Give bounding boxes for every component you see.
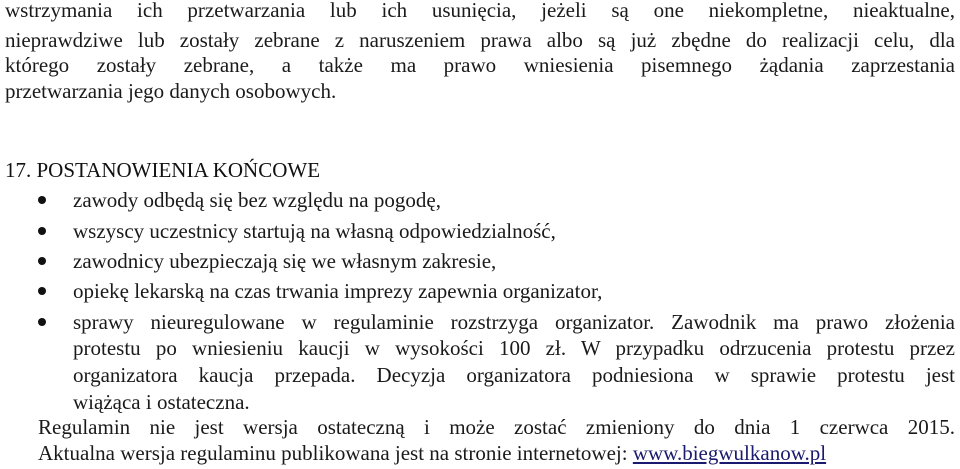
list-item-line: organizatora kaucja przepada. Decyzja organizatora podniesiona w sprawie protestu jest xyxy=(73,363,955,387)
list-item: zawody odbędą się bez względu na pogodę, xyxy=(73,188,441,212)
bullet-icon xyxy=(38,318,46,326)
bullet-icon xyxy=(38,196,46,204)
bullet-icon xyxy=(38,287,46,295)
bullet-icon xyxy=(38,227,46,235)
footer-note: Regulamin nie jest wersja ostateczną i może zostać zmieniony do dnia 1 czerwca 2015. xyxy=(38,415,955,439)
list-item-line: wiążąca i ostateczna. xyxy=(73,390,250,414)
section-heading: 17. POSTANOWIENIA KOŃCOWE xyxy=(5,158,321,182)
list-item: zawodnicy ubezpieczają się we własnym zakresie, xyxy=(73,249,497,273)
website-link[interactable]: www.biegwulkanow.pl xyxy=(632,441,827,465)
intro-paragraph-line: nieprawdziwe lub zostały zebrane z naruszeniem prawa albo są już zbędne do realizacji celu, dla xyxy=(5,28,955,52)
footer-website-line xyxy=(38,440,955,466)
list-item: wszyscy uczestnicy startują na własną odpowiedzialność, xyxy=(73,219,556,243)
intro-paragraph-line: wstrzymania ich przetwarzania lub ich usunięcia, jeżeli są one niekompletne, nieaktualne, xyxy=(5,0,955,22)
intro-paragraph-line: przetwarzania jego danych osobowych. xyxy=(5,79,337,103)
footer-website-prefix: Aktualna wersja regulaminu publikowana jest na stronie internetowej: xyxy=(38,441,633,465)
intro-paragraph-line: którego zostały zebrane, a także ma prawo wniesienia pisemnego żądania zaprzestania xyxy=(5,53,955,77)
list-item-line: protestu po wniesieniu kaucji w wysokości 100 zł. W przypadku odrzucenia protestu przez xyxy=(73,336,955,360)
list-item-line: sprawy nieuregulowane w regulaminie rozstrzyga organizator. Zawodnik ma prawo złożenia xyxy=(73,310,955,334)
bullet-icon xyxy=(38,257,46,265)
list-item: opiekę lekarską na czas trwania imprezy zapewnia organizator, xyxy=(73,279,603,303)
